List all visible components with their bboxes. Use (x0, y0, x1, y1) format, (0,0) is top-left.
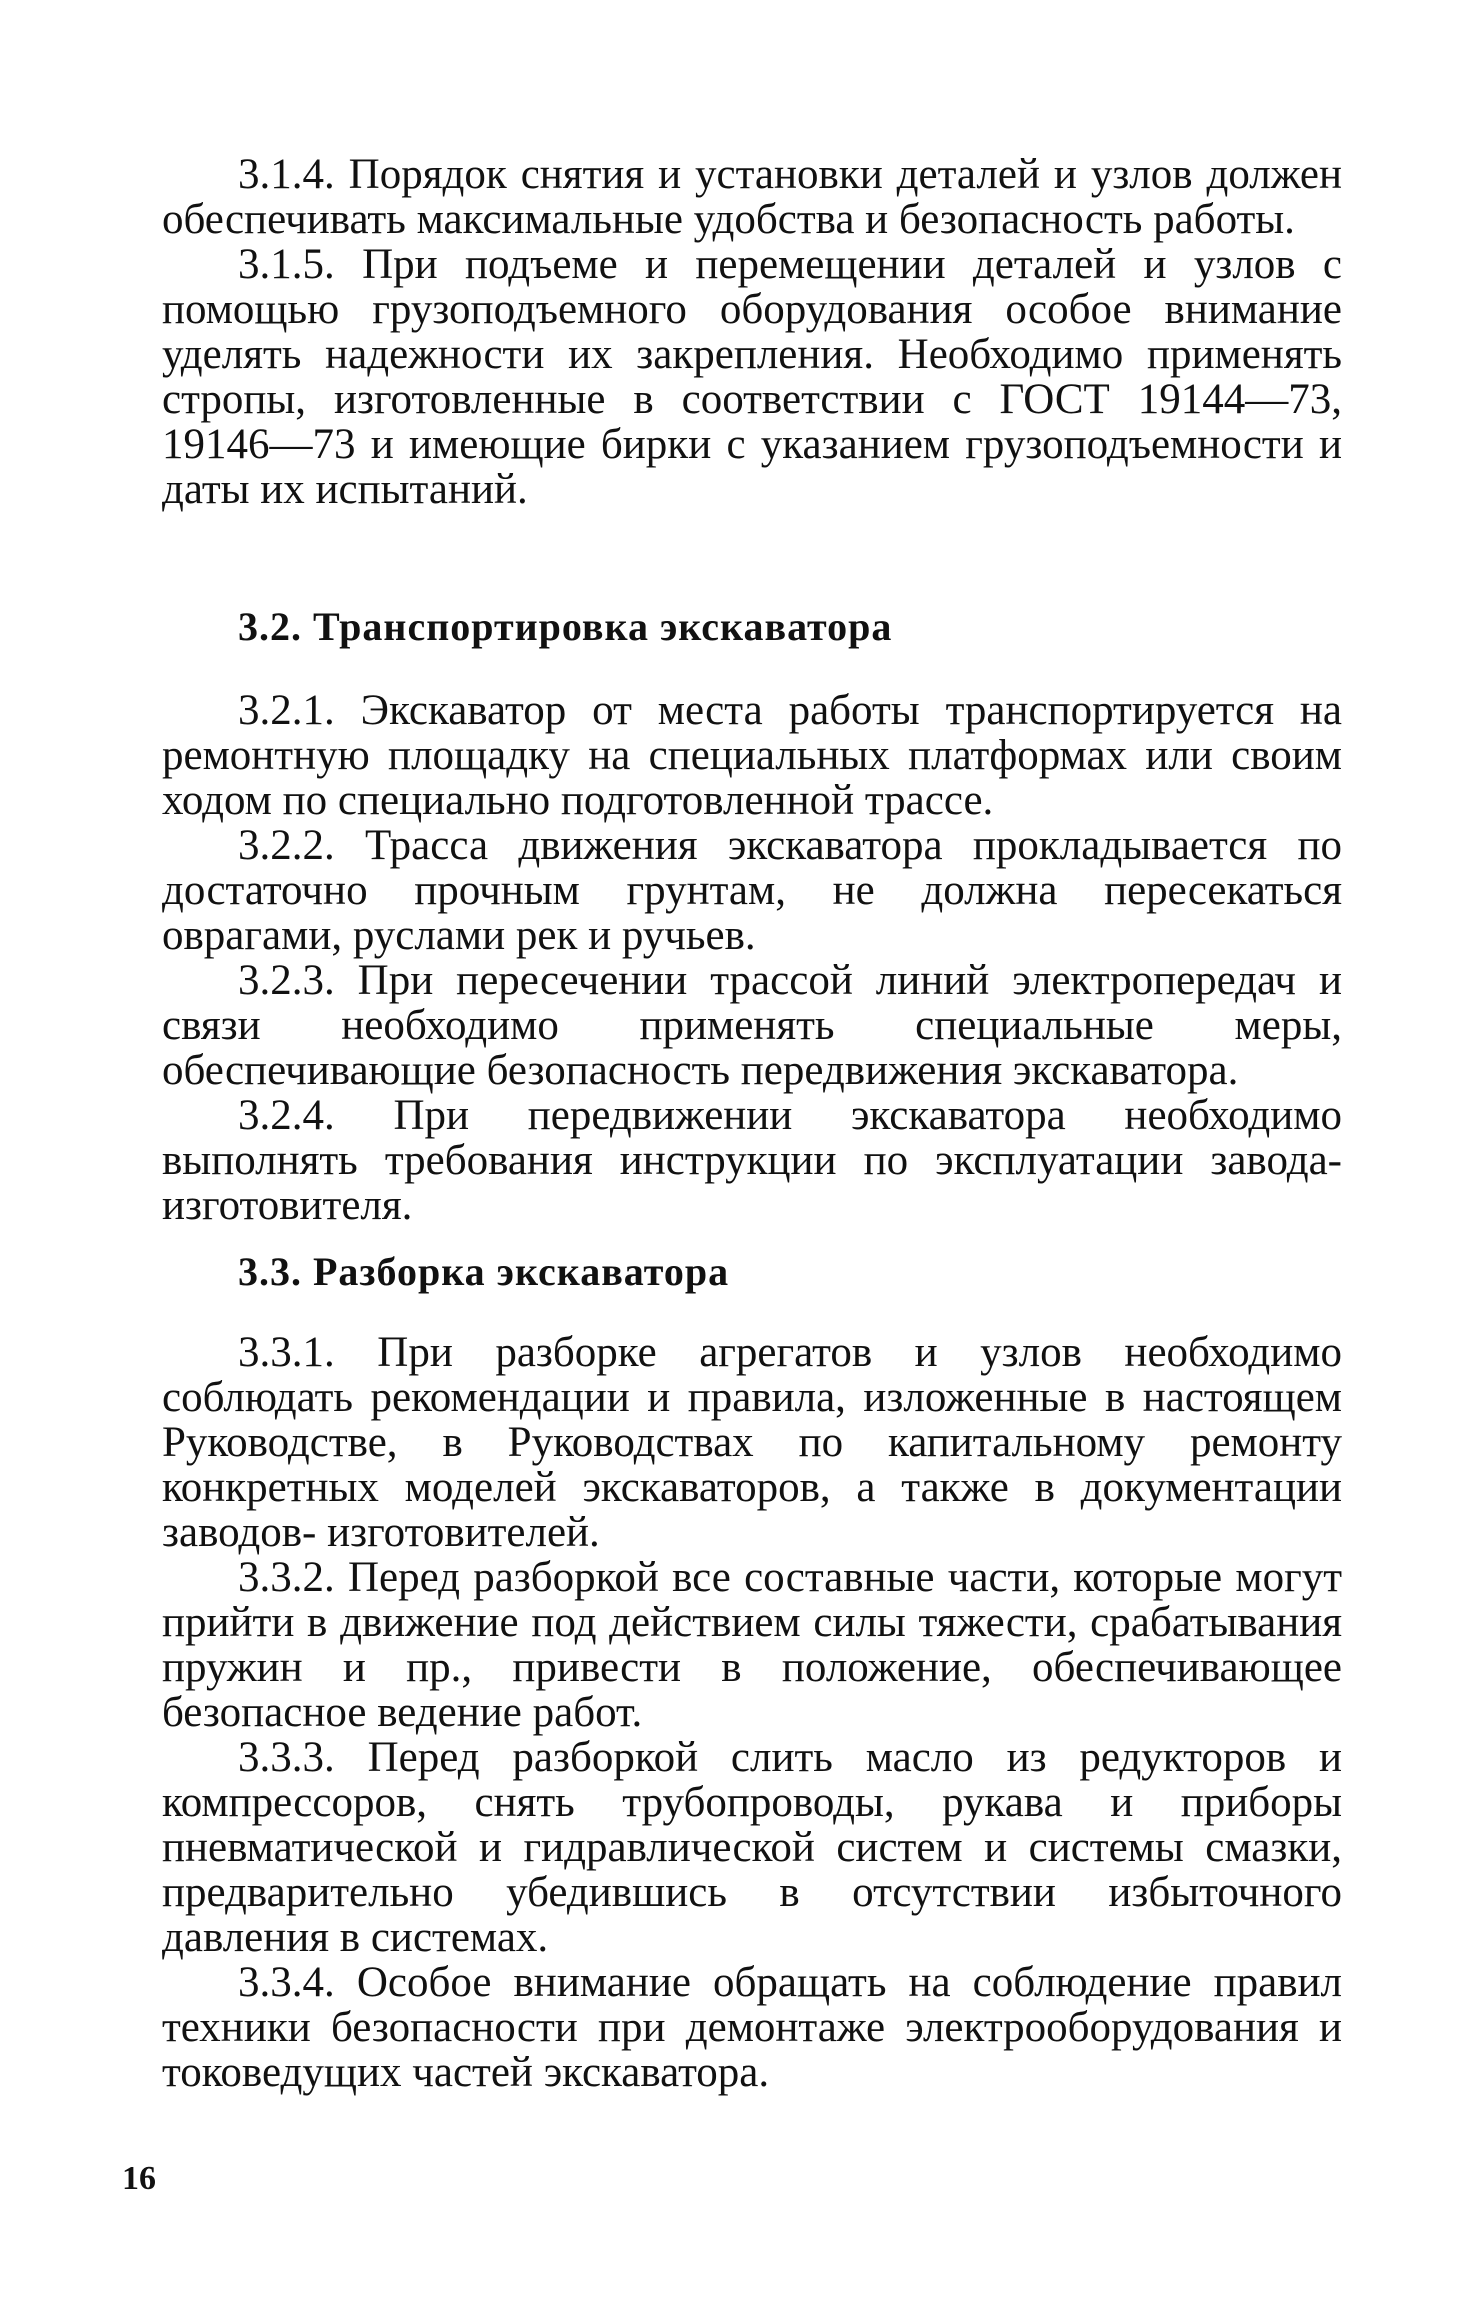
page-number: 16 (122, 2160, 156, 2197)
paragraph-3-2-1: 3.2.1. Экскаватор от места работы транспортируется на ремонтную площадку на специальных платформах или своим ходом по специально подготовленной трассе. (162, 687, 1342, 824)
section-3-1-text (162, 152, 1342, 512)
paragraph-3-2-4: 3.2.4. При передвижении экскаватора необходимо выполнять требования инструкции по эксплуатации завода-изготовителя. (162, 1092, 1342, 1229)
section-3-2-text (162, 688, 1342, 1228)
paragraph-3-2-3: 3.2.3. При пересечении трассой линий электропередач и связи необходимо применять специальные меры, обеспечивающие безопасность передвижения экскаватора. (162, 957, 1342, 1094)
heading-3-2: 3.2. Транспортировка экскаватора (238, 604, 893, 649)
heading-3-3: 3.3. Разборка экскаватора (238, 1249, 730, 1294)
paragraph-3-1-5: 3.1.5. При подъеме и перемещении деталей и узлов с помощью грузоподъемного оборудования особое внимание уделять надежности их закрепления. Необходимо применять стропы, изготовленные в соответствии с ГОСТ 19144—73, 19146—73 и имеющие бирки с указанием грузоподъемности и даты их испытаний. (162, 241, 1342, 513)
section-3-3-text (162, 1330, 1342, 2095)
paragraph-3-3-3: 3.3.3. Перед разборкой слить масло из редукторов и компрессоров, снять трубопроводы, рукава и приборы пневматической и гидравлической систем и системы смазки, предварительно убедившись в отсутствии избыточного давления в системах. (162, 1734, 1342, 1961)
paragraph-3-3-1: 3.3.1. При разборке агрегатов и узлов необходимо соблюдать рекомендации и правила, изложенные в настоящем Руководстве, в Руководствах по капитальному ремонту конкретных моделей экскаваторов, а также в документации заводов- изготовителей. (162, 1329, 1342, 1556)
paragraph-3-1-4: 3.1.4. Порядок снятия и установки деталей и узлов должен обеспечивать максимальные удобства и безопасность работы. (162, 151, 1342, 243)
paragraph-3-2-2: 3.2.2. Трасса движения экскаватора прокладывается по достаточно прочным грунтам, не должна пересекаться оврагами, руслами рек и ручьев. (162, 822, 1342, 959)
paragraph-3-3-4: 3.3.4. Особое внимание обращать на соблюдение правил техники безопасности при демонтаже электрооборудования и токоведущих частей экскаватора. (162, 1959, 1342, 2096)
paragraph-3-3-2: 3.3.2. Перед разборкой все составные части, которые могут прийти в движение под действием силы тяжести, срабатывания пружин и пр., привести в положение, обеспечивающее безопасное ведение работ. (162, 1554, 1342, 1736)
